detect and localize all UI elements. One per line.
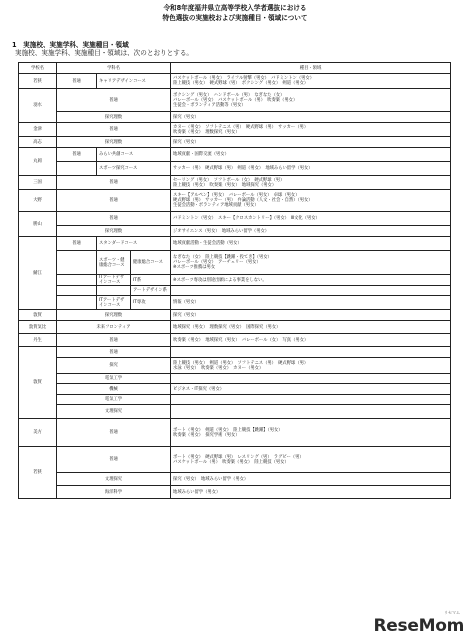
course-cell (97, 286, 131, 296)
dept-cell: 普通 (57, 419, 171, 447)
table-row (19, 226, 451, 237)
field-cell: ビジネス・IT探究（男女） (171, 384, 451, 395)
field-cell: スキー【アルペン】（男女） バレーボール（男女） 卓球（男女） 硬式野球（男） サッカー（男） 弁論活動（人文・社会・自然）（男女） 生徒会活動・ボランティア地域貢献（男女） (171, 190, 451, 212)
school-cell: 敦賀 (19, 347, 57, 419)
school-cell: 敦賀 (19, 310, 57, 321)
field-cell: なぎなた（女） 陸上競技【跳躍・投てき】（男女） バレーボール（男女） アーチェリー（男女） ※スポーツ推薦は男女 (171, 251, 451, 275)
field-cell: ボクシング（男女） ハンドボール（男） なぎなた（女） バレーボール（男女） バスケットボール（男） 吹奏楽（男女） 生徒会・ボランティア活動等（男女） (171, 89, 451, 112)
table-row (19, 405, 451, 419)
school-cell: 三国 (19, 176, 57, 190)
title-line-2: 特色選抜の実施校および実施種目・領域について (162, 14, 308, 22)
course-cell: スタンダードコース (97, 237, 171, 251)
dept-cell: 文理探究 (57, 405, 171, 419)
field-cell: バドミントン（男女） スキー【クロスカントリー】（男女） Ⅲ文化（男女） (171, 212, 451, 226)
table-row (19, 176, 451, 190)
dept-cell: 普通 (57, 176, 171, 190)
dept-cell: 普通 (57, 190, 171, 212)
dept-cell: 普通 (57, 334, 171, 347)
table-row (19, 310, 451, 321)
table-row (19, 137, 451, 148)
watermark-sub: リセマム (444, 610, 460, 615)
field-cell (171, 374, 451, 384)
table-row (19, 321, 451, 334)
school-cell: 高志 (19, 137, 57, 148)
dept-cell (57, 162, 97, 176)
field-cell (171, 395, 451, 405)
dept-cell: 普通 (57, 123, 171, 137)
section-heading: 1 実施校、実施学科、実施種目・領域 (12, 41, 129, 49)
table-body (19, 74, 451, 499)
table-row (19, 123, 451, 137)
table-row (19, 112, 451, 123)
dept-cell (57, 275, 97, 286)
subcourse-cell: IT専攻 (131, 296, 171, 310)
header-school: 学校名 (19, 63, 57, 74)
table-row (19, 447, 451, 473)
field-cell: ジオサイエンス（男女） 地域みらい留学（男女） (171, 226, 451, 237)
school-cell: 羽水 (19, 89, 57, 123)
section-text: 実施校、実施学科、実施種目・領域は、次のとおりとする。 (15, 49, 194, 57)
dept-cell: 探究理数 (57, 137, 171, 148)
dept-cell: 普通 (57, 74, 97, 89)
dept-cell: 普通 (57, 347, 171, 358)
table-row (19, 74, 451, 89)
table-row (19, 296, 451, 310)
school-cell: 丸岡 (19, 148, 57, 176)
dept-cell: 探究理数 (57, 226, 171, 237)
subcourse-cell: 健康総合コース (131, 251, 171, 275)
dept-cell: 探究理数 (57, 310, 171, 321)
title-line-1: 令和8年度福井県立高等学校入学者選抜における (163, 4, 307, 12)
course-cell: ITアートデザインコース (97, 296, 131, 310)
field-cell: 地域みらい留学（男女） (171, 486, 451, 499)
field-cell: 情報（男女） (171, 296, 451, 310)
schools-table (18, 62, 451, 499)
school-cell: 敦賀気比 (19, 321, 57, 334)
table-row (19, 486, 451, 499)
table-row (19, 212, 451, 226)
dept-cell: 普通 (57, 212, 171, 226)
table-row (19, 473, 451, 486)
header-dept: 学科名 (57, 63, 171, 74)
school-cell: 金津 (19, 123, 57, 137)
field-cell: カヌー（男女） ソフトテニス（男） 硬式野球（男） サッカー（男） 吹奏楽（男女） 理数探究（男女） (171, 123, 451, 137)
header-field: 種目・領域 (171, 63, 451, 74)
section-block (12, 41, 193, 57)
field-cell (171, 405, 451, 419)
watermark-logo: ReseMom (373, 616, 464, 636)
dept-cell: 電気工学 (57, 395, 171, 405)
field-cell: 吹奏楽（男女） 地域探究（男女） バレーボール（女） 写真（男女） (171, 334, 451, 347)
field-cell: 地域貢献・国際交流（男女） (171, 148, 451, 162)
field-cell: 探究（男女） (171, 137, 451, 148)
field-cell: ボート（男女） 硬式野球（男） レスリング（男） ラグビー（男） バスケットボール（男） 吹奏楽（男女） 陸上競技（男女） (171, 447, 451, 473)
dept-cell: 海洋科学 (57, 486, 171, 499)
course-cell: ITアートデザインコース (97, 275, 131, 286)
table-row (19, 374, 451, 384)
document-title (0, 3, 470, 23)
field-cell (171, 347, 451, 358)
subcourse-cell: アートデザイン系 (131, 286, 171, 296)
course-cell: みらい共創コース (97, 148, 171, 162)
field-cell: ボート（男女） 剣道（男女） 陸上競技【跳躍】（男女） 吹奏楽（男女） 探究学術（男女） (171, 419, 451, 447)
dept-cell: 機械 (57, 384, 171, 395)
school-cell: 大野 (19, 190, 57, 212)
field-cell: 陸上競技（男女） 剣道（男女） ソフトテニス（男） 硬式野球（男） 水泳（男女） 吹奏楽（男女） カヌー（男女） (171, 358, 451, 374)
table-row (19, 237, 451, 251)
field-cell: セーリング（男女） ソフトボール（女） 硬式野球（男） 陸上競技（男女） 吹奏楽（男女） 地域探究（男女） (171, 176, 451, 190)
dept-cell: 探究 (57, 358, 171, 374)
dept-cell: 普通 (57, 237, 97, 251)
subcourse-cell: IT系 (131, 275, 171, 286)
table-row (19, 384, 451, 395)
table-row (19, 275, 451, 286)
field-cell: 地域探究（男女） 理数探究（男女） 国際探究（男女） (171, 321, 451, 334)
table-row (19, 347, 451, 358)
dept-cell (57, 286, 97, 296)
dept-cell (57, 251, 97, 275)
table-row (19, 358, 451, 374)
field-cell: 探究（男女） 地域みらい留学（男女） (171, 473, 451, 486)
dept-cell: 未来フロンティア (57, 321, 171, 334)
school-cell: 美方 (19, 419, 57, 447)
dept-cell: 探究理数 (57, 112, 171, 123)
table-row (19, 89, 451, 112)
field-cell: バスケットボール（男女） ライフル射撃（男女） バドミントン（男女） 陸上競技（男女） 硬式野球（男） ボクシング（男女） 剣道（男女） (171, 74, 451, 89)
dept-cell: 文理探究 (57, 473, 171, 486)
school-cell: 若狭 (19, 447, 57, 499)
school-cell: 若狭 (19, 74, 57, 89)
course-cell: キャリアデザインコース (97, 74, 171, 89)
course-cell: スポーツ探究コース (97, 162, 171, 176)
field-cell: ※スポーツ専攻は別途出願による事業をしない。 (171, 275, 451, 286)
dept-cell (57, 296, 97, 310)
dept-cell: 電気工学 (57, 374, 171, 384)
field-cell: サッカー（男） 硬式野球（男） 剣道（男女） 地域みらい留学（男女） (171, 162, 451, 176)
table-row (19, 190, 451, 212)
table-row (19, 334, 451, 347)
table-row (19, 286, 451, 296)
table-row (19, 395, 451, 405)
dept-cell: 普通 (57, 89, 171, 112)
table-row (19, 162, 451, 176)
table-row (19, 419, 451, 447)
school-cell: 勝山 (19, 212, 57, 237)
dept-cell: 普通 (57, 447, 171, 473)
field-cell: 探究（男女） (171, 112, 451, 123)
dept-cell: 普通 (57, 148, 97, 162)
table-row (19, 148, 451, 162)
table-row (19, 251, 451, 275)
course-cell: スポーツ・健康総合コース (97, 251, 131, 275)
school-cell: 鯖江 (19, 237, 57, 310)
field-cell: 地域貢献活動・生徒会活動（男女） (171, 237, 451, 251)
school-cell: 丹生 (19, 334, 57, 347)
table-header-row (19, 63, 451, 74)
field-cell (171, 286, 451, 296)
field-cell: 探究（男女） (171, 310, 451, 321)
